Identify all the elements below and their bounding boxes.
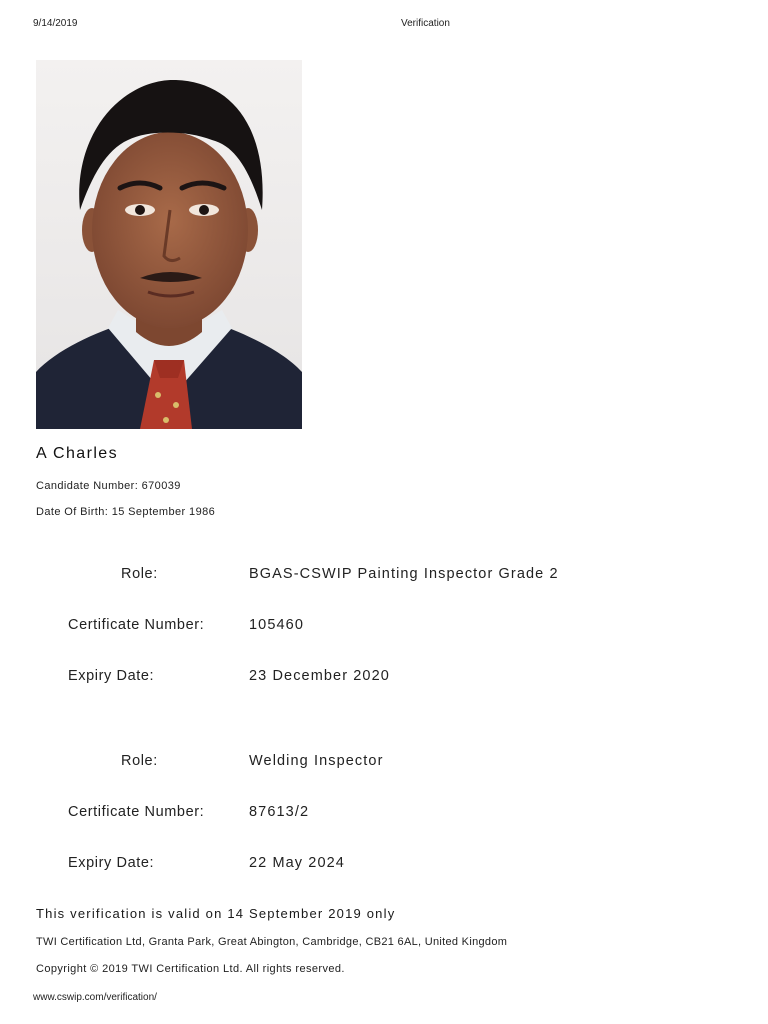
date-of-birth: Date Of Birth: 15 September 1986: [36, 506, 216, 518]
validity-notice: This verification is valid on 14 September 2019 only: [36, 906, 396, 921]
print-date: 9/14/2019: [33, 18, 78, 29]
certificate-number-value: 87613/2: [249, 804, 310, 820]
expiry-date-value: 23 December 2020: [249, 668, 390, 684]
role-label: Role:: [121, 566, 158, 582]
candidate-number: Candidate Number: 670039: [36, 480, 181, 492]
page-title: Verification: [401, 18, 450, 29]
copyright-notice: Copyright © 2019 TWI Certification Ltd. All rights reserved.: [36, 963, 345, 975]
expiry-date-label: Expiry Date:: [68, 668, 155, 684]
candidate-photo: [36, 60, 302, 429]
certificate-number-label: Certificate Number:: [68, 617, 205, 633]
role-value: Welding Inspector: [249, 753, 384, 769]
candidate-name: A Charles: [36, 445, 118, 462]
certificate-number-label: Certificate Number:: [68, 804, 205, 820]
role-label: Role:: [121, 753, 158, 769]
certificate-number-value: 105460: [249, 617, 304, 633]
page-url: www.cswip.com/verification/: [33, 992, 157, 1003]
company-address: TWI Certification Ltd, Granta Park, Great Abington, Cambridge, CB21 6AL, United Kingdom: [36, 936, 508, 948]
expiry-date-label: Expiry Date:: [68, 855, 155, 871]
role-value: BGAS-CSWIP Painting Inspector Grade 2: [249, 566, 559, 582]
expiry-date-value: 22 May 2024: [249, 855, 345, 871]
